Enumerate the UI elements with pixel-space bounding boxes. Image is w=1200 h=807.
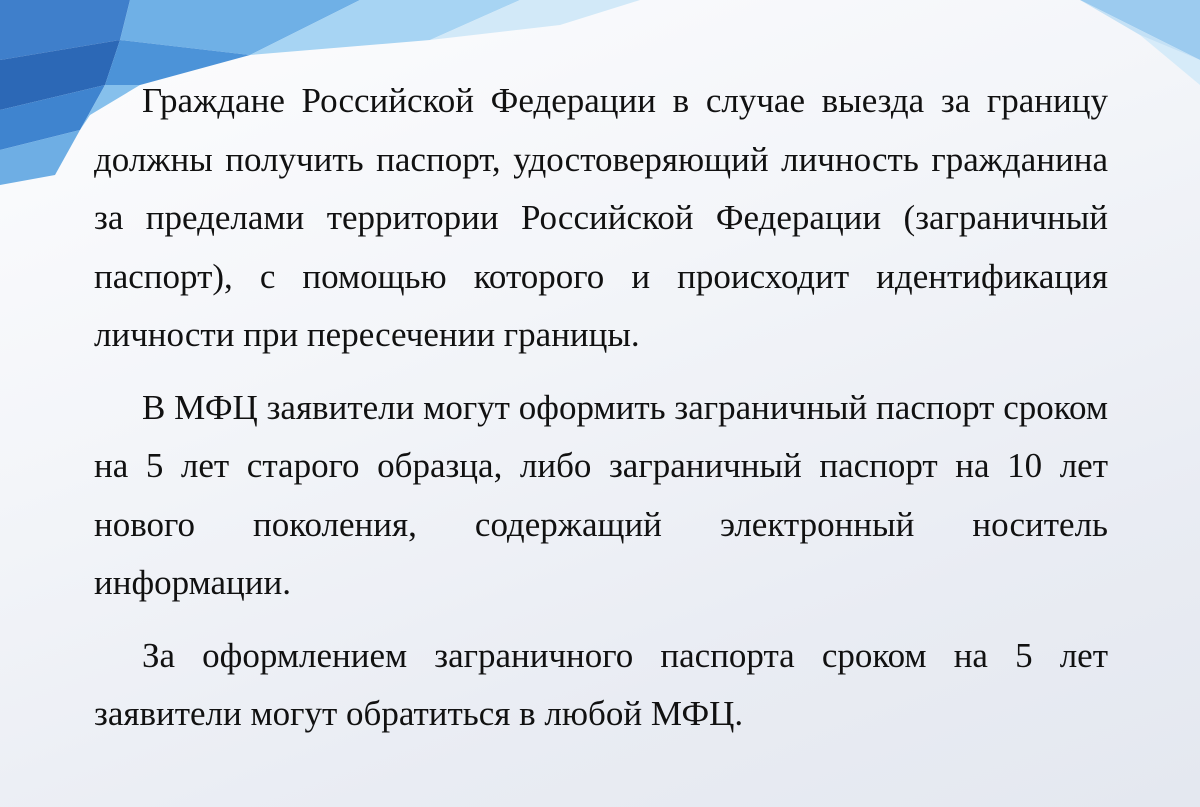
body-text xyxy=(94,72,1108,758)
paragraph-3: За оформлением заграничного паспорта сроком на 5 лет заявители могут обратиться в любой МФЦ. xyxy=(94,635,1108,733)
paragraph-1: Граждане Российской Федерации в случае выезда за границу должны получить паспорт, удостоверяющий личность гражданина за пределами территории Российской Федерации (заграничный паспорт), с помощью которого и происходит идентификация личности при пересечении границы. xyxy=(94,81,1108,354)
paragraph-2: В МФЦ заявители могут оформить заграничный паспорт сроком на 5 лет старого образца, либо заграничный паспорт на 10 лет нового поколения, содержащий электронный носитель информации. xyxy=(94,387,1108,602)
